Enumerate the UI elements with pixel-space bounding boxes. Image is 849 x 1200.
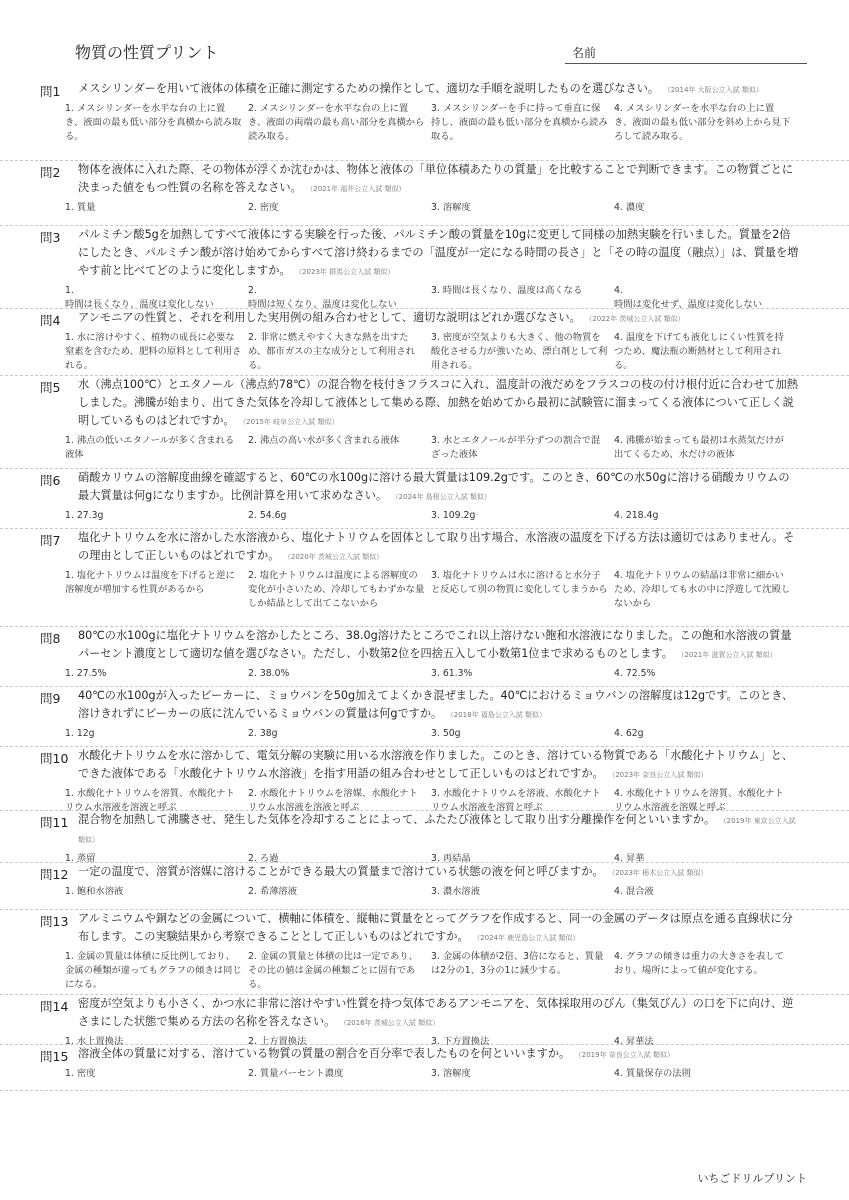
choice-list bbox=[65, 727, 800, 741]
question-body: メスシリンダーを用いて液体の体積を正確に測定するための操作として、適切な手順を説明したものを選びなさい。 bbox=[78, 82, 660, 95]
question-text bbox=[78, 863, 800, 882]
choice-3[interactable]: 3. 濃水溶液 bbox=[431, 886, 481, 897]
question-body: 80℃の水100gに塩化ナトリウムを溶かしたところ、38.0g溶けたところでこれ以上溶けない飽和水溶液になりました。この飽和水溶液の質量パーセント濃度として適切な値を選びなさい。ただし、小数第2位を四捨五入して小数第1位まで求めるものとします。 bbox=[78, 629, 792, 660]
choice-1[interactable]: 1. 27.3g bbox=[65, 510, 104, 521]
choice-2[interactable]: 2. 金属の質量と体積の比は一定であり、その比の値は金属の種類ごとに固有である。 bbox=[248, 951, 418, 990]
choice-2[interactable]: 2. 54.6g bbox=[248, 510, 287, 521]
question-number: 問2 bbox=[40, 165, 61, 180]
question-source: （2019年 奈良公立入試 類似） bbox=[578, 1051, 675, 1059]
choice-1[interactable]: 1. 水に溶けやすく、植物の成長に必要な窒素を含むため、肥料の原料として利用される。 bbox=[65, 332, 242, 371]
choice-2[interactable]: 2. 上方置換法 bbox=[248, 1036, 307, 1047]
question-11 bbox=[0, 811, 849, 863]
choice-4[interactable]: 4. 62g bbox=[614, 728, 644, 739]
question-9 bbox=[0, 687, 849, 747]
choice-list bbox=[65, 667, 800, 681]
choice-4[interactable]: 4. メスシリンダーを水平な台の上に置き、液面の最も低い部分を斜め上から見下ろして読み取る。 bbox=[614, 103, 791, 142]
question-number: 問7 bbox=[40, 533, 61, 548]
choice-1[interactable]: 1. 沸点の低いエタノールが多く含まれる液体 bbox=[65, 435, 235, 460]
question-source: （2024年 鹿児島公立入試 類似） bbox=[476, 934, 580, 942]
question-2 bbox=[0, 161, 849, 226]
choice-2[interactable]: 2. 水酸化ナトリウムを溶媒、水酸化ナトリウム水溶液を溶液と呼ぶ bbox=[248, 788, 418, 813]
question-body: パルミチン酸5gを加熱してすべて液体にする実験を行った後、パルミチン酸の質量を10gに変更して同様の加熱実験を行いました。質量を2倍にしたとき、パルミチン酸が溶け始めてからすべて溶け終わるまでの「温度が一定になる時間の長さ」と「その時の温度（融点）」は、質量を増やす前と比べてどのように変化しますか。 bbox=[78, 228, 799, 277]
question-source: （2020年 茨城公立入試 類似） bbox=[287, 553, 384, 561]
choice-1[interactable]: 1. 密度 bbox=[65, 1068, 96, 1079]
question-number: 問8 bbox=[40, 631, 61, 646]
question-source: （2023年 奈良公立入試 類似） bbox=[611, 771, 708, 779]
question-text bbox=[78, 469, 800, 506]
question-14 bbox=[0, 995, 849, 1045]
question-source: （2015年 岐阜公立入試 類似） bbox=[242, 418, 339, 426]
choice-3[interactable]: 3. 再結晶 bbox=[431, 853, 471, 864]
choice-2[interactable]: 2. メスシリンダーを水平な台の上に置き、液面の両端の最も高い部分を真横から読み取る。 bbox=[248, 103, 425, 142]
choice-3[interactable]: 3. 時間は長くなり、温度は高くなる bbox=[431, 285, 583, 296]
worksheet-header bbox=[0, 0, 849, 72]
choice-list bbox=[65, 201, 800, 215]
choice-1[interactable]: 1. 塩化ナトリウムは温度を下げると逆に溶解度が増加する性質があるから bbox=[65, 570, 235, 595]
worksheet-title: 物質の性質プリント bbox=[75, 43, 219, 62]
question-text bbox=[78, 80, 800, 99]
choice-4[interactable]: 4. 質量保存の法則 bbox=[614, 1068, 691, 1079]
question-13 bbox=[0, 910, 849, 995]
choice-list bbox=[65, 284, 800, 312]
question-15 bbox=[0, 1045, 849, 1091]
choice-3[interactable]: 3. 溶解度 bbox=[431, 202, 471, 213]
choice-3[interactable]: 3. 密度が空気よりも大きく、他の物質を酸化させる力が強いため、漂白剤として利用される。 bbox=[431, 332, 608, 371]
question-number: 問15 bbox=[40, 1049, 69, 1064]
question-12 bbox=[0, 863, 849, 910]
choice-1[interactable]: 1. 27.5% bbox=[65, 668, 107, 679]
question-text bbox=[78, 910, 800, 947]
choice-3[interactable]: 3. 50g bbox=[431, 728, 461, 739]
choice-1[interactable]: 1. 水酸化ナトリウムを溶質、水酸化ナトリウム水溶液を溶液と呼ぶ bbox=[65, 788, 235, 813]
question-body: 水酸化ナトリウムを水に溶かして、電気分解の実験に用いる水溶液を作りました。このとき、溶けている物質である「水酸化ナトリウム」と、できた液体である「水酸化ナトリウム水溶液」を指す用語の組み合わせとして正しいものはどれですか。 bbox=[78, 749, 794, 780]
question-source: （2022年 茨城公立入試 類似） bbox=[588, 315, 685, 323]
choice-1[interactable]: 1. 12g bbox=[65, 728, 95, 739]
question-body: 硝酸カリウムの溶解度曲線を確認すると、60℃の水100gに溶ける最大質量は109.2gです。このとき、60℃の水50gに溶ける硝酸カリウムの最大質量は何gになりますか。比例計算を用いて求めなさい。 bbox=[78, 471, 790, 502]
question-text bbox=[78, 376, 800, 431]
question-body: 物体を液体に入れた際、その物体が浮くか沈むかは、物体と液体の「単位体積あたりの質量」を比較することで判断できます。この物質ごとに決まった値をもつ性質の名称を答えなさい。 bbox=[78, 163, 794, 194]
choice-1[interactable]: 1. 水上置換法 bbox=[65, 1036, 124, 1047]
name-label: 名前 bbox=[572, 46, 597, 60]
choice-4[interactable]: 4. 温度を下げても液化しにくい性質を持つため、魔法瓶の断熱材として利用される。 bbox=[614, 332, 784, 371]
choice-list bbox=[65, 102, 800, 144]
question-number: 問13 bbox=[40, 914, 69, 929]
choice-1[interactable]: 1. メスシリンダーを水平な台の上に置き、液面の最も低い部分を真横から読み取る。 bbox=[65, 103, 242, 142]
question-source: （2024年 島根公立入試 類似） bbox=[395, 493, 491, 501]
question-source: （2023年 栃木公立入試 類似） bbox=[611, 869, 708, 877]
question-text bbox=[78, 226, 800, 281]
choice-3[interactable]: 3. 塩化ナトリウムは水に溶けると水分子と反応して別の物質に変化してしまうから bbox=[431, 570, 608, 595]
question-text bbox=[78, 627, 800, 664]
question-text bbox=[78, 309, 800, 328]
choice-4[interactable]: 4. 時間は変化せず、温度は変化しない bbox=[614, 285, 763, 310]
question-source: （2018年 福島公立入試 類似） bbox=[450, 711, 546, 719]
choice-3[interactable]: 3. 水酸化ナトリウムを溶液、水酸化ナトリウム水溶液を溶質と呼ぶ bbox=[431, 788, 601, 813]
choice-2[interactable]: 2. 塩化ナトリウムは温度による溶解度の変化が小さいため、冷却してもわずかな量しか結晶として出てこないから bbox=[248, 570, 425, 609]
footer-brand: いちごドリルプリント bbox=[697, 1172, 807, 1185]
question-text bbox=[78, 747, 800, 784]
choice-2[interactable]: 2. 38.0% bbox=[248, 668, 290, 679]
choice-1[interactable]: 1. 金属の質量は体積に反比例しており、金属の種類が違ってもグラフの傾きは同じになる。 bbox=[65, 951, 242, 990]
question-7 bbox=[0, 529, 849, 627]
choice-3[interactable]: 3. 水とエタノールが半分ずつの割合で混ざった液体 bbox=[431, 435, 601, 460]
choice-2[interactable]: 2. 非常に燃えやすく大きな熱を出すため、都市ガスの主な成分として利用される。 bbox=[248, 332, 415, 371]
question-list bbox=[0, 80, 849, 1091]
choice-4[interactable]: 4. グラフの傾きは重力の大きさを表しており、場所によって値が変化する。 bbox=[614, 951, 784, 976]
choice-4[interactable]: 4. 72.5% bbox=[614, 668, 656, 679]
choice-list bbox=[65, 1067, 800, 1081]
question-body: 一定の温度で、溶質が溶媒に溶けることができる最大の質量まで溶けている状態の液を何と呼びますか。 bbox=[78, 865, 604, 878]
question-number: 問1 bbox=[40, 84, 61, 99]
choice-1[interactable]: 1. 飽和水溶液 bbox=[65, 886, 124, 897]
choice-2[interactable]: 2. 38g bbox=[248, 728, 278, 739]
question-body: 混合物を加熱して沸騰させ、発生した気体を冷却することによって、ふたたび液体として取り出す分離操作を何といいますか。 bbox=[78, 813, 716, 826]
choice-2[interactable]: 2. 時間は短くなり、温度は変化しない bbox=[248, 285, 397, 310]
choice-list bbox=[65, 509, 800, 523]
choice-2[interactable]: 2. 沸点の高い水が多く含まれる液体 bbox=[248, 435, 400, 446]
choice-list bbox=[65, 950, 800, 992]
question-source: （2021年 滋賀公立入試 類似） bbox=[680, 651, 777, 659]
question-number: 問10 bbox=[40, 751, 69, 766]
question-text bbox=[78, 161, 800, 198]
question-body: 水（沸点100℃）とエタノール（沸点約78℃）の混合物を枝付きフラスコに入れ、温度計の液だめをフラスコの枝の付け根付近に合わせて加熱しました。沸騰が始まり、出てきた気体を冷却して液体として集める際、加熱を始めてから最初に試験管に溜まってくる液体について正しく説明しているものはどれですか。 bbox=[78, 378, 798, 427]
question-source: （2014年 大阪公立入試 類似） bbox=[667, 86, 763, 94]
choice-1[interactable]: 1. 蒸留 bbox=[65, 853, 96, 864]
choice-list bbox=[65, 434, 800, 462]
choice-4[interactable]: 4. 水酸化ナトリウムを溶質、水酸化ナトリウム水溶液を溶媒と呼ぶ bbox=[614, 788, 784, 813]
choice-2[interactable]: 2. 質量パーセント濃度 bbox=[248, 1068, 344, 1079]
choice-3[interactable]: 3. メスシリンダーを手に持って垂直に保持し、液面の最も低い部分を真横から読み取る。 bbox=[431, 103, 608, 142]
question-body: 塩化ナトリウムを水に溶かした水溶液から、塩化ナトリウムを固体として取り出す場合、水溶液の温度を下げる方法は適切ではありません。その理由として正しいものはどれですか。 bbox=[78, 531, 795, 562]
question-number: 問5 bbox=[40, 380, 61, 395]
question-source: （2021年 福井公立入試 類似） bbox=[309, 185, 406, 193]
question-body: 溶液全体の質量に対する、溶けている物質の質量の割合を百分率で表したものを何といいますか。 bbox=[78, 1047, 571, 1060]
question-body: アンモニアの性質と、それを利用した実用例の組み合わせとして、適切な説明はどれか選びなさい。 bbox=[78, 311, 581, 324]
choice-4[interactable]: 4. 混合液 bbox=[614, 886, 654, 897]
question-number: 問4 bbox=[40, 313, 61, 328]
question-source: （2023年 群馬公立入試 類似） bbox=[298, 268, 395, 276]
choice-1[interactable]: 1. 質量 bbox=[65, 202, 96, 213]
question-source: （2016年 茨城公立入試 類似） bbox=[343, 1019, 440, 1027]
question-5 bbox=[0, 376, 849, 469]
question-3 bbox=[0, 226, 849, 309]
choice-4[interactable]: 4. 濃度 bbox=[614, 202, 645, 213]
question-6 bbox=[0, 469, 849, 529]
choice-list bbox=[65, 885, 800, 899]
choice-list bbox=[65, 569, 800, 611]
choice-3[interactable]: 3. 109.2g bbox=[431, 510, 476, 521]
question-number: 問9 bbox=[40, 691, 61, 706]
choice-4[interactable]: 4. 沸騰が始まっても最初は水蒸気だけが出てくるため、水だけの液体 bbox=[614, 435, 784, 460]
choice-3[interactable]: 3. 金属の体積が2倍、3倍になると、質量は2分の1、3分の1に減少する。 bbox=[431, 951, 604, 976]
question-number: 問12 bbox=[40, 867, 69, 882]
choice-2[interactable]: 2. 希薄溶液 bbox=[248, 886, 298, 897]
question-body: 40℃の水100gが入ったビーカーに、ミョウバンを50g加えてよくかき混ぜました。40℃におけるミョウバンの溶解度は12gです。このとき、溶けきれずにビーカーの底に沈んでいるミョウバンの質量は何gですか。 bbox=[78, 689, 794, 720]
choice-3[interactable]: 3. 溶解度 bbox=[431, 1068, 471, 1079]
question-number: 問6 bbox=[40, 473, 61, 488]
choice-2[interactable]: 2. 密度 bbox=[248, 202, 279, 213]
choice-2[interactable]: 2. ろ過 bbox=[248, 853, 279, 864]
choice-3[interactable]: 3. 61.3% bbox=[431, 668, 473, 679]
question-text bbox=[78, 995, 800, 1032]
choice-3[interactable]: 3. 下方置換法 bbox=[431, 1036, 490, 1047]
question-1 bbox=[0, 80, 849, 161]
question-number: 問14 bbox=[40, 999, 69, 1014]
question-body: アルミニウムや銅などの金属について、横軸に体積を、縦軸に質量をとってグラフを作成すると、同一の金属のデータは原点を通る直線状に分布します。この実験結果から考察できることとして正しいものはどれですか。 bbox=[78, 912, 793, 943]
question-text bbox=[78, 1045, 800, 1064]
choice-4[interactable]: 4. 昇華 bbox=[614, 853, 645, 864]
question-number: 問11 bbox=[40, 815, 69, 830]
question-body: 密度が空気よりも小さく、かつ水に非常に溶けやすい性質を持つ気体であるアンモニアを、気体採取用のびん（集気びん）の口を下に向け、逆さまにした状態で集める方法の名称を答えなさい。 bbox=[78, 997, 794, 1028]
choice-1[interactable]: 1. 時間は長くなり、温度は変化しない bbox=[65, 285, 214, 310]
choice-4[interactable]: 4. 塩化ナトリウムの結晶は非常に細かいため、冷却しても水の中に浮遊して沈殿しないから bbox=[614, 570, 791, 609]
choice-4[interactable]: 4. 218.4g bbox=[614, 510, 659, 521]
question-text bbox=[78, 687, 800, 724]
question-text bbox=[78, 811, 800, 849]
question-number: 問3 bbox=[40, 230, 61, 245]
question-text bbox=[78, 529, 800, 566]
question-8 bbox=[0, 627, 849, 687]
question-source: （2019年 東京公立入試 類似） bbox=[78, 817, 796, 844]
question-4 bbox=[0, 309, 849, 376]
name-field-line[interactable] bbox=[565, 63, 807, 64]
choice-4[interactable]: 4. 昇華法 bbox=[614, 1036, 654, 1047]
question-10 bbox=[0, 747, 849, 811]
choice-list bbox=[65, 331, 800, 373]
